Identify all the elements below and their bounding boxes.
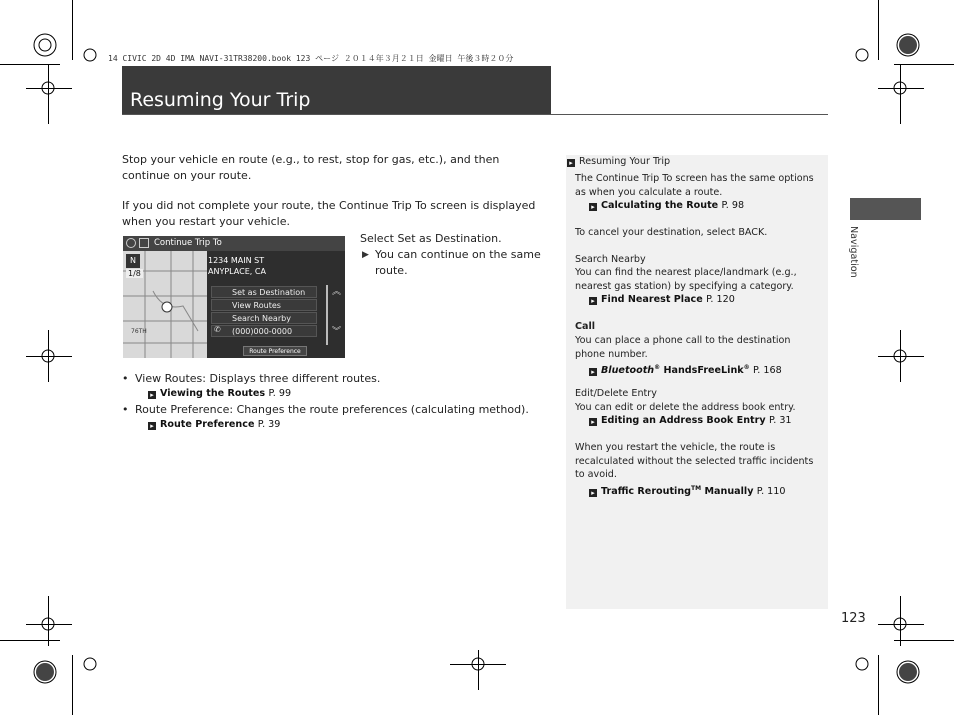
set-as-destination-button[interactable]: Set as Destination [211,286,317,298]
sidebar-call-title: Call [575,321,596,332]
sidebar-p2: To cancel your destination, select BACK. [575,227,768,238]
instruction-select: Select Set as Destination. [360,232,502,245]
xref-arrow-icon: ▸ [589,418,597,426]
menu-icon[interactable] [139,238,149,248]
title-rule [122,114,828,115]
xref-route-preference[interactable]: ▸ Route Preference P. 39 [148,418,280,432]
xref-arrow-icon: ▸ [148,422,156,430]
continue-trip-screen [123,236,345,358]
instruction-result: You can continue on the same route. [375,248,541,277]
sidebar-search-nearby-text: You can find the nearest place/landmark (e.g., nearest gas station) by specifying a category. [575,267,797,292]
result-arrow-icon: ▶ [362,250,369,260]
page-title: Resuming Your Trip [130,89,311,111]
sidebar-last-paragraph: When you restart the vehicle, the route is recalculated without the selected traffic incidents to avoid. [575,442,814,480]
map-scale: 1/8 [128,269,141,278]
search-nearby-button[interactable]: Search Nearby [211,312,317,324]
screen-title: Continue Trip To [154,238,222,248]
xref-arrow-icon: ▸ [589,297,597,305]
sidebar-p1: The Continue Trip To screen has the same options as when you calculate a route. [575,173,814,198]
intro-paragraph-1: Stop your vehicle en route (e.g., to rest, stop for gas, etc.), and then continue on your route. [122,153,500,182]
sidebar-heading: ▸ Resuming Your Trip [567,155,822,169]
street-label: 76TH [131,328,147,335]
xref-handsfreelink[interactable]: ▸ Bluetooth® HandsFreeLink® P. 168 [589,361,782,378]
xref-arrow-icon: ▸ [589,368,597,376]
xref-calculating-route[interactable]: ▸ Calculating the Route P. 98 [589,199,744,213]
sidebar-search-nearby-title: Search Nearby [575,254,646,265]
bullet-term: View Routes [135,372,203,385]
address-line-2: ANYPLACE, CA [208,267,266,276]
address-line-1: 1234 MAIN ST [208,256,265,265]
destination-address [208,255,266,277]
section-tab [850,198,921,220]
xref-arrow-icon: ▸ [148,391,156,399]
xref-viewing-routes[interactable]: ▸ Viewing the Routes P. 99 [148,387,291,401]
print-header: 14 CIVIC 2D 4D IMA NAVI-31TR38200.book 123 ページ ２０１４年３月２１日 金曜日 午後３時２０分 [108,54,514,63]
bullet-dot-icon: • [122,372,129,385]
sidebar-edit-delete-text: You can edit or delete the address book entry. [575,402,796,413]
sidebar-edit-delete-title: Edit/Delete Entry [575,388,657,399]
route-preference-button[interactable]: Route Preference [243,346,307,356]
xref-find-nearest-place[interactable]: ▸ Find Nearest Place P. 120 [589,293,735,307]
bullet-route-preference: Route Preference: Changes the route preferences (calculating method). [135,403,529,416]
bullet-term: Route Preference [135,403,230,416]
intro-paragraph-2: If you did not complete your route, the Continue Trip To screen is displayed when you restart your vehicle. [122,199,536,228]
back-icon[interactable] [126,238,136,248]
page-title-bar [122,66,551,114]
xref-traffic-rerouting[interactable]: ▸ Traffic Rerouting™ Manually P. 110 [589,482,786,499]
sidebar-call-text: You can place a phone call to the destination phone number. [575,335,791,360]
sidebar-notes [566,155,828,609]
north-icon: N [126,254,140,268]
instruction-target: Set as Destination. [397,232,502,245]
scroll-down-icon[interactable]: ︾ [332,327,342,337]
call-button[interactable]: (000)000-0000 [211,325,317,337]
scroll-up-icon[interactable]: ︽ [332,287,342,297]
scroll-bar[interactable] [323,285,331,345]
bullet-view-routes: View Routes: Displays three different routes. [135,372,381,385]
bullet-dot-icon: • [122,403,129,416]
phone-icon: ✆ [214,325,221,334]
xref-editing-address-book[interactable]: ▸ Editing an Address Book Entry P. 31 [589,414,792,428]
page-number: 123 [841,611,866,626]
section-label: Navigation [848,226,859,278]
note-icon: ▸ [567,159,575,167]
xref-arrow-icon: ▸ [589,203,597,211]
xref-arrow-icon: ▸ [589,489,597,497]
screen-title-bar [123,236,345,251]
view-routes-button[interactable]: View Routes [211,299,317,311]
